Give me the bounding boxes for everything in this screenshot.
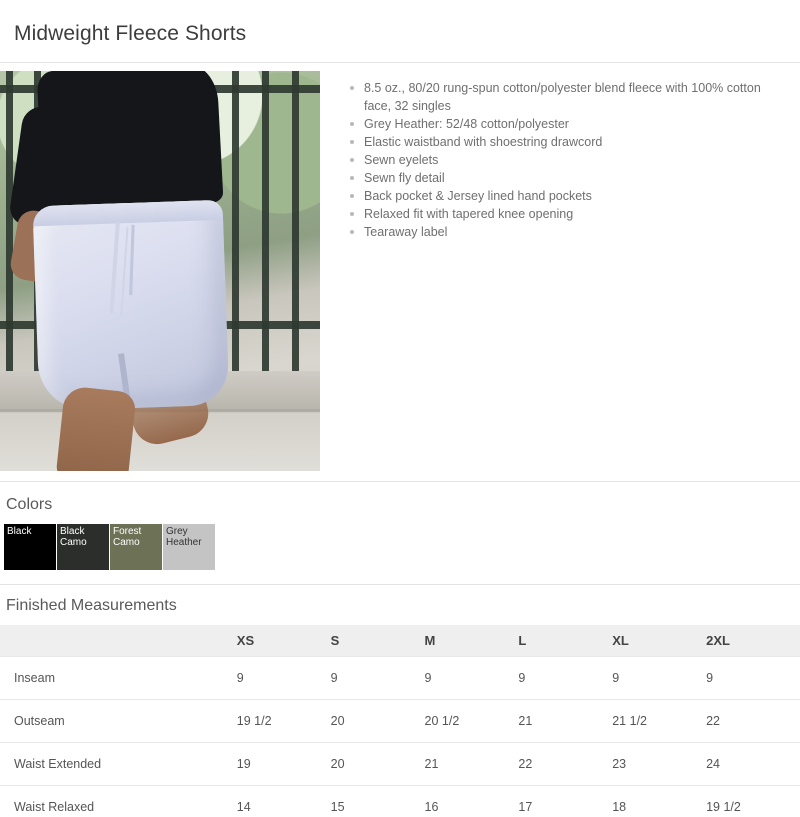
cell-value: 19 1/2: [706, 786, 800, 817]
cell-value: 20: [331, 743, 425, 786]
list-item: [350, 133, 778, 151]
cell-value: 21: [425, 743, 519, 786]
feature-text: Grey Heather: 52/48 cotton/polyester: [364, 117, 569, 131]
column-header-l: L: [518, 625, 612, 657]
cell-value: 19 1/2: [237, 700, 331, 743]
cell-value: 15: [331, 786, 425, 817]
table-header-row: [0, 625, 800, 657]
swatch-label: Black: [7, 526, 32, 537]
list-item: [350, 79, 778, 115]
cell-value: 9: [425, 657, 519, 700]
column-header-xs: XS: [237, 625, 331, 657]
list-item: [350, 151, 778, 169]
page-title: Midweight Fleece Shorts: [14, 22, 247, 45]
color-swatch-forest-camo[interactable]: [110, 524, 162, 570]
cell-value: 20: [331, 700, 425, 743]
hero-section: [0, 63, 800, 482]
column-header-2xl: 2XL: [706, 625, 800, 657]
feature-list: [320, 63, 800, 251]
row-label: Outseam: [0, 700, 237, 743]
fleece-shorts: [32, 200, 229, 412]
cell-value: 23: [612, 743, 706, 786]
table-head: [0, 625, 800, 657]
table-row: [0, 786, 800, 817]
cell-value: 20 1/2: [425, 700, 519, 743]
cell-value: 21 1/2: [612, 700, 706, 743]
color-swatch-grey-heather[interactable]: [163, 524, 215, 570]
cell-value: 24: [706, 743, 800, 786]
cell-value: 9: [331, 657, 425, 700]
row-label: Inseam: [0, 657, 237, 700]
cell-value: 14: [237, 786, 331, 817]
list-item: [350, 115, 778, 133]
product-image: [0, 71, 320, 471]
list-item: [350, 187, 778, 205]
list-item: [350, 169, 778, 187]
cell-value: 9: [706, 657, 800, 700]
cell-value: 9: [237, 657, 331, 700]
cell-value: 19: [237, 743, 331, 786]
cell-value: 16: [425, 786, 519, 817]
color-swatch-row: [0, 524, 800, 570]
table-row: [0, 657, 800, 700]
drawcord: [109, 222, 119, 314]
title-bar: [0, 0, 800, 63]
feature-text: Sewn fly detail: [364, 171, 445, 185]
measurements-section: [0, 585, 800, 817]
color-swatch-black-camo[interactable]: [57, 524, 109, 570]
cell-value: 22: [706, 700, 800, 743]
colors-section: [0, 482, 800, 585]
cell-value: 9: [518, 657, 612, 700]
color-swatch-black[interactable]: [4, 524, 56, 570]
feature-text: Tearaway label: [364, 225, 448, 239]
sewn-fly-detail: [129, 225, 134, 295]
cell-value: 18: [612, 786, 706, 817]
column-header-measure: [0, 625, 237, 657]
colors-heading: Colors: [6, 496, 53, 513]
swatch-label: Forest Camo: [113, 526, 142, 548]
cell-value: 9: [612, 657, 706, 700]
swatch-label: Grey Heather: [166, 526, 202, 548]
column-header-m: M: [425, 625, 519, 657]
column-header-s: S: [331, 625, 425, 657]
cell-value: 17: [518, 786, 612, 817]
row-label: Waist Relaxed: [0, 786, 237, 817]
list-item: [350, 223, 778, 241]
feature-text: 8.5 oz., 80/20 rung-spun cotton/polyester blend fleece with 100% cotton face, 32 singles: [364, 81, 761, 113]
table-row: [0, 700, 800, 743]
measurements-table: [0, 625, 800, 817]
model-front-leg: [55, 385, 137, 471]
measurements-heading: Finished Measurements: [6, 597, 177, 614]
product-photo-illustration: [0, 71, 320, 471]
column-header-xl: XL: [612, 625, 706, 657]
table-body: [0, 657, 800, 817]
table-row: [0, 743, 800, 786]
feature-text: Sewn eyelets: [364, 153, 439, 167]
list-item: [350, 205, 778, 223]
feature-bullets: [350, 79, 778, 241]
cell-value: 21: [518, 700, 612, 743]
row-label: Waist Extended: [0, 743, 237, 786]
swatch-label: Black Camo: [60, 526, 87, 548]
feature-text: Back pocket & Jersey lined hand pockets: [364, 189, 592, 203]
feature-text: Relaxed fit with tapered knee opening: [364, 207, 574, 221]
cell-value: 22: [518, 743, 612, 786]
feature-text: Elastic waistband with shoestring drawcord: [364, 135, 603, 149]
